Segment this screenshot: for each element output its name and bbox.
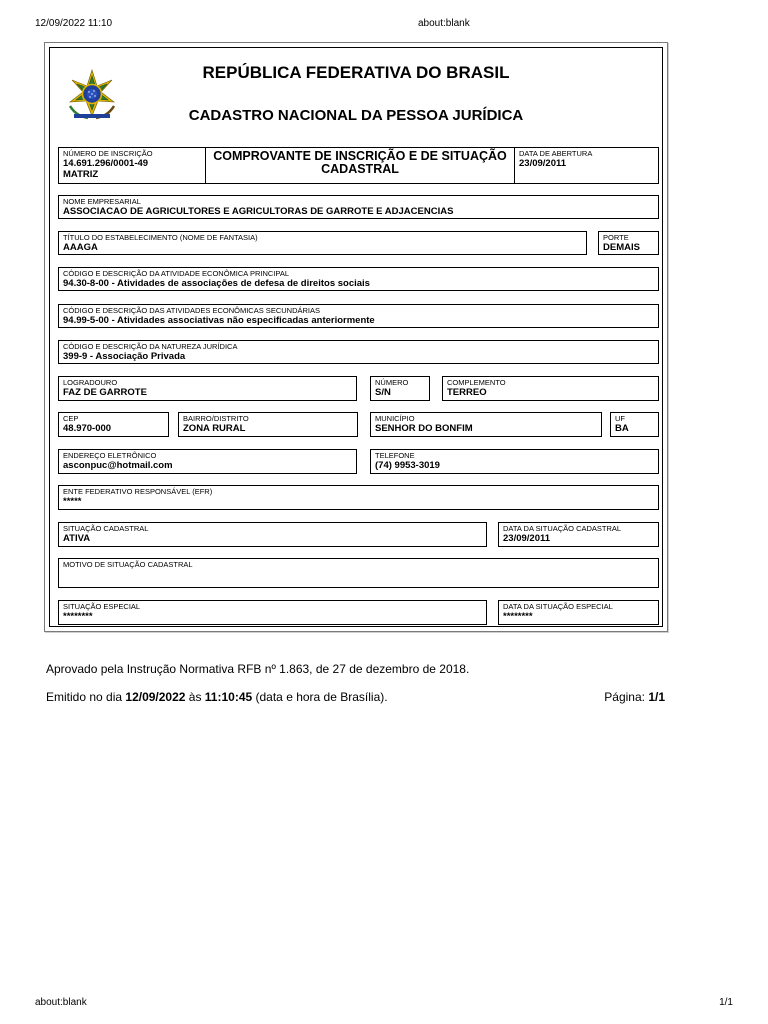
inscricao-label: NÚMERO DE INSCRIÇÃO (63, 149, 153, 158)
bairro-label: BAIRRO/DISTRITO (183, 414, 249, 423)
print-page-count: 1/1 (719, 997, 733, 1008)
data-situacao-value: 23/09/2011 (503, 533, 551, 544)
uf-label: UF (615, 414, 625, 423)
uf-value: BA (615, 423, 629, 434)
atividades-secundarias-label: CÓDIGO E DESCRIÇÃO DAS ATIVIDADES ECONÔMICAS SECUNDÁRIAS (63, 306, 320, 315)
logradouro-value: FAZ DE GARROTE (63, 387, 147, 398)
approval-note: Aprovado pela Instrução Normativa RFB nº 1.863, de 27 de dezembro de 2018. (46, 662, 470, 676)
emission-prefix: Emitido no dia (46, 690, 126, 704)
page-value: 1/1 (648, 690, 665, 704)
emission-time: 11:10:45 (204, 690, 253, 704)
emission-date: 12/09/2022 (125, 690, 186, 704)
print-datetime: 12/09/2022 11:10 (35, 18, 113, 29)
nome-empresarial-box (58, 195, 659, 219)
inscricao-type: MATRIZ (63, 169, 99, 180)
page-indicator (604, 690, 665, 704)
situacao-cadastral-value: ATIVA (63, 533, 91, 544)
situacao-especial-box (58, 600, 487, 625)
print-page-title: about:blank (418, 18, 470, 29)
efr-label: ENTE FEDERATIVO RESPONSÁVEL (EFR) (63, 487, 213, 496)
atividades-secundarias-value: 94.99-5-00 - Atividades associativas não especificadas anteriormente (63, 315, 375, 326)
uf-box (610, 412, 659, 437)
atividade-principal-value: 94.30-8-00 - Atividades de associações de defesa de direitos sociais (63, 278, 370, 289)
abertura-value: 23/09/2011 (519, 158, 567, 169)
data-situacao-box (498, 522, 659, 547)
telefone-value: (74) 9953-3019 (375, 460, 440, 471)
nome-empresarial-label: NOME EMPRESARIAL (63, 197, 141, 206)
emission-note (46, 690, 388, 704)
data-situacao-especial-value: ******** (503, 611, 533, 622)
motivo-box (58, 558, 659, 588)
natureza-juridica-label: CÓDIGO E DESCRIÇÃO DA NATUREZA JURÍDICA (63, 342, 238, 351)
nome-fantasia-label: TÍTULO DO ESTABELECIMENTO (NOME DE FANTASIA) (63, 233, 258, 242)
print-footer-url: about:blank (35, 997, 87, 1008)
numero-label: NÚMERO (375, 378, 409, 387)
natureza-juridica-value: 399-9 - Associação Privada (63, 351, 186, 362)
complemento-box (442, 376, 659, 401)
efr-box (58, 485, 659, 510)
municipio-box (370, 412, 602, 437)
inscricao-box (58, 147, 206, 184)
numero-value: S/N (375, 387, 391, 398)
porte-box (598, 231, 659, 255)
bairro-box (178, 412, 358, 437)
email-label: ENDEREÇO ELETRÔNICO (63, 451, 157, 460)
municipio-label: MUNICÍPIO (375, 414, 415, 423)
nome-fantasia-value: AAAGA (63, 242, 98, 253)
email-box (58, 449, 357, 474)
abertura-label: DATA DE ABERTURA (519, 149, 593, 158)
inscricao-value: 14.691.296/0001-49 (63, 158, 149, 169)
abertura-box (514, 147, 659, 184)
atividade-principal-box (58, 267, 659, 291)
atividades-secundarias-box (58, 304, 659, 328)
emission-at: às (185, 690, 205, 704)
certificate-frame (49, 47, 663, 627)
data-situacao-label: DATA DA SITUAÇÃO CADASTRAL (503, 524, 622, 533)
logradouro-label: LOGRADOURO (63, 378, 118, 387)
nome-empresarial-value: ASSOCIACAO DE AGRICULTORES E AGRICULTORAS DE GARROTE E ADJACENCIAS (63, 206, 454, 217)
porte-value: DEMAIS (603, 242, 640, 253)
complemento-value: TERREO (447, 387, 487, 398)
atividade-principal-label: CÓDIGO E DESCRIÇÃO DA ATIVIDADE ECONÔMICA PRINCIPAL (63, 269, 290, 278)
municipio-value: SENHOR DO BONFIM (375, 423, 473, 434)
situacao-cadastral-label: SITUAÇÃO CADASTRAL (63, 524, 149, 533)
telefone-box (370, 449, 659, 474)
emission-suffix: (data e hora de Brasília). (252, 690, 388, 704)
situacao-especial-value: ******** (63, 611, 93, 622)
document-title: COMPROVANTE DE INSCRIÇÃO E DE SITUAÇÃO CADASTRAL (205, 147, 515, 184)
natureza-juridica-box (58, 340, 659, 364)
numero-box (370, 376, 430, 401)
country-title: REPÚBLICA FEDERATIVA DO BRASIL (202, 63, 510, 82)
cep-value: 48.970-000 (63, 423, 112, 434)
data-situacao-especial-box (498, 600, 659, 625)
registry-title: CADASTRO NACIONAL DA PESSOA JURÍDICA (188, 107, 524, 124)
porte-label: PORTE (603, 233, 629, 242)
cep-box (58, 412, 169, 437)
efr-value: ***** (63, 496, 82, 507)
situacao-cadastral-box (58, 522, 487, 547)
logradouro-box (58, 376, 357, 401)
bairro-value: ZONA RURAL (183, 423, 246, 434)
situacao-especial-label: SITUAÇÃO ESPECIAL (63, 602, 141, 611)
nome-fantasia-box (58, 231, 587, 255)
cnpj-certificate (44, 42, 668, 632)
data-situacao-especial-label: DATA DA SITUAÇÃO ESPECIAL (503, 602, 613, 611)
complemento-label: COMPLEMENTO (447, 378, 506, 387)
page-label: Página: (604, 690, 649, 704)
telefone-label: TELEFONE (375, 451, 415, 460)
cep-label: CEP (63, 414, 79, 423)
motivo-label: MOTIVO DE SITUAÇÃO CADASTRAL (63, 560, 193, 569)
email-value: asconpuc@hotmail.com (63, 460, 173, 471)
